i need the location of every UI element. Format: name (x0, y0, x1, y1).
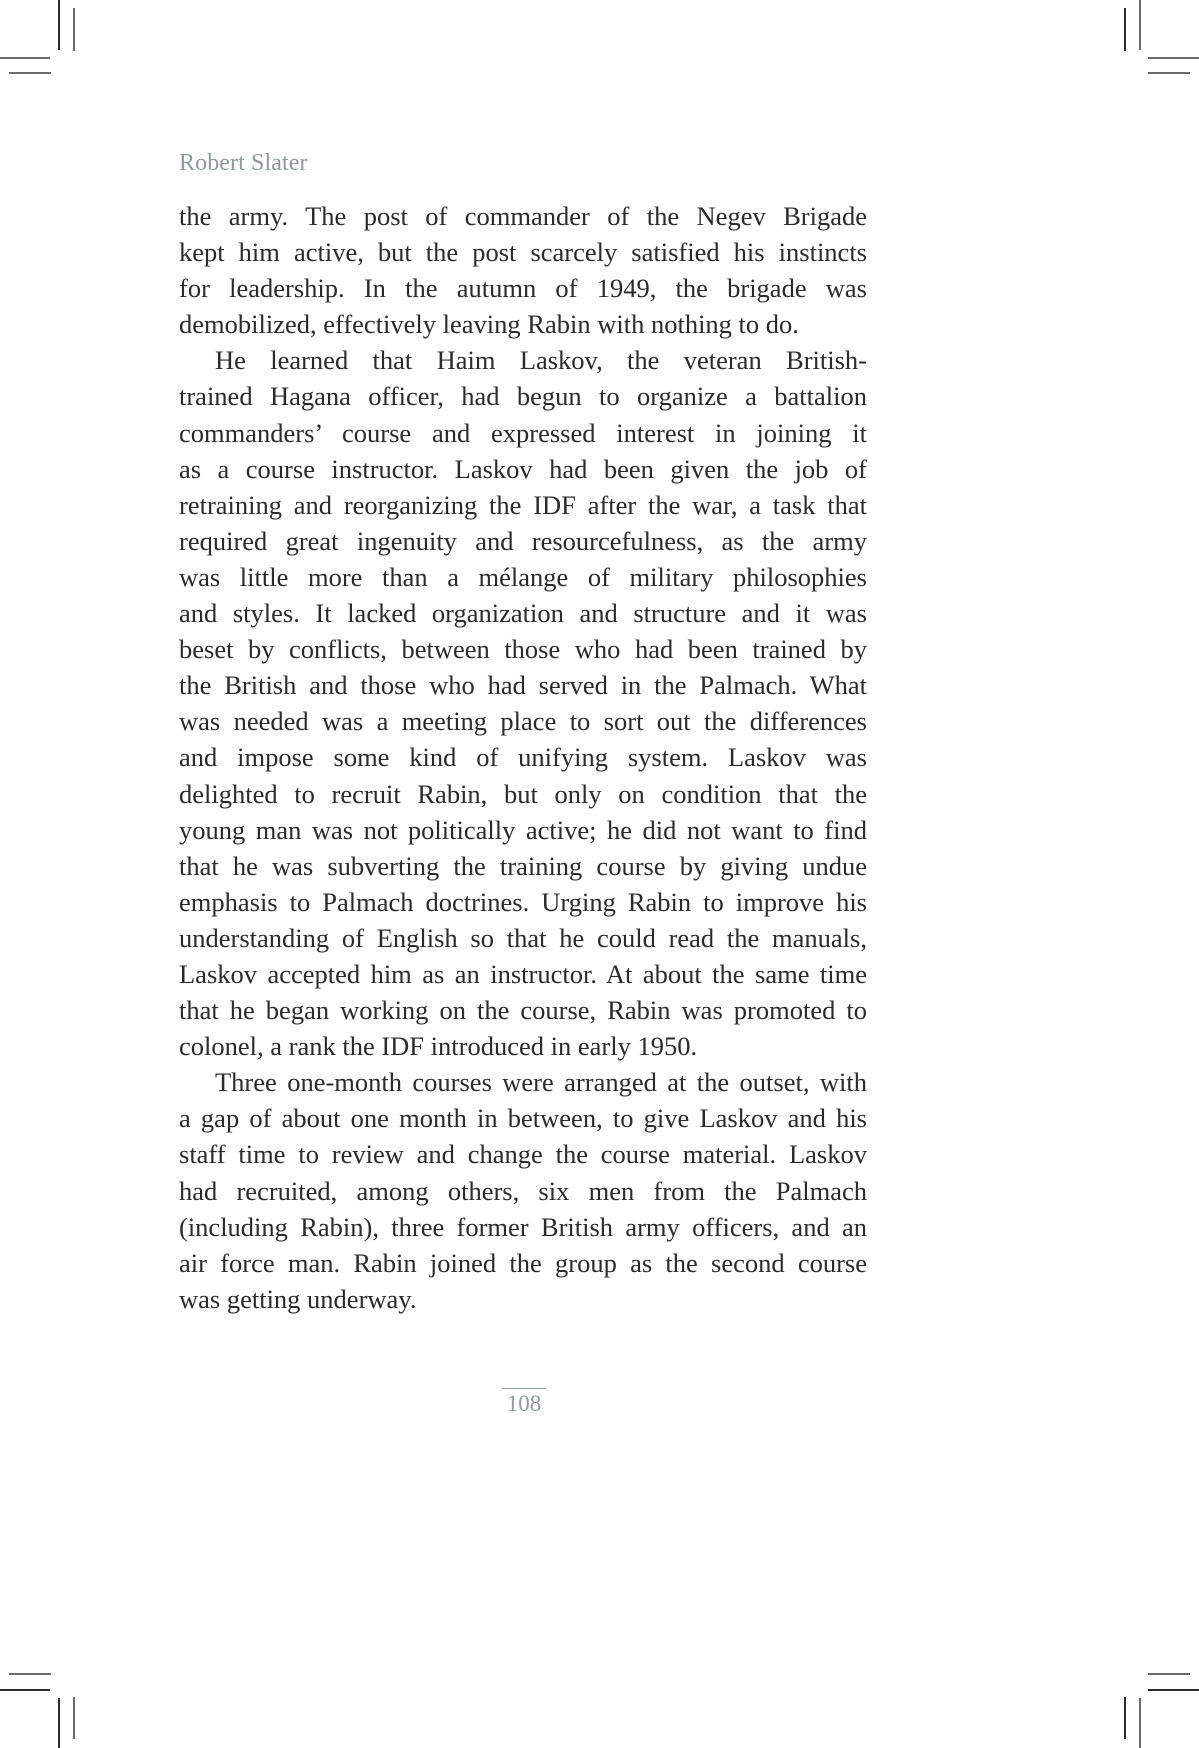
text-line: colonel, a rank the IDF introduced in early 1950. (179, 1031, 698, 1062)
text-line: the army. The post of commander of the Negev Brigade (179, 201, 867, 231)
paragraph (179, 1064, 867, 1317)
text-line: commanders’ course and expressed interest in joining it (179, 417, 867, 448)
text-line: the British and those who had served in the Palmach. What (179, 670, 867, 701)
crop-mark-bottom-right-v2 (1139, 1698, 1141, 1748)
text-line: was getting underway. (179, 1283, 417, 1314)
crop-mark-bottom-right-h1 (1148, 1673, 1190, 1675)
text-line: trained Hagana officer, had begun to organize a battalion (179, 381, 867, 412)
crop-mark-bottom-left-h1 (9, 1673, 51, 1675)
crop-mark-top-right-h1 (1148, 57, 1199, 59)
text-line: was needed was a meeting place to sort out the differences (179, 706, 867, 737)
paragraph (179, 198, 867, 342)
page-number: 108 (502, 1388, 546, 1419)
paragraph (179, 342, 867, 1064)
text-line: beset by conflicts, between those who had been trained by (179, 634, 867, 665)
text-line: delighted to recruit Rabin, but only on condition that the (179, 778, 867, 809)
text-line: demobilized, effectively leaving Rabin with nothing to do. (179, 309, 799, 340)
text-line: kept him active, but the post scarcely satisfied his instincts (179, 237, 867, 268)
text-line: had recruited, among others, six men from the Palmach (179, 1175, 867, 1206)
crop-mark-bottom-right-h2 (1148, 1689, 1199, 1691)
text-line: young man was not politically active; he did not want to find (179, 814, 867, 845)
crop-mark-top-left-v1 (58, 0, 60, 50)
text-line: that he was subverting the training course by giving undue (179, 850, 867, 881)
text-line: understanding of English so that he could read the manuals, (179, 922, 867, 953)
text-line: Laskov accepted him as an instructor. At about the same time (179, 958, 867, 989)
crop-mark-bottom-left-h2 (0, 1689, 50, 1691)
crop-mark-top-left-v2 (73, 8, 75, 51)
text-line: staff time to review and change the course material. Laskov (179, 1139, 867, 1170)
text-line: a gap of about one month in between, to give Laskov and his (179, 1103, 867, 1134)
text-line: He learned that Haim Laskov, the veteran British- (215, 345, 867, 376)
text-line: retraining and reorganizing the IDF after the war, a task that (179, 489, 867, 520)
body-text (179, 198, 867, 1317)
text-line: emphasis to Palmach doctrines. Urging Rabin to improve his (179, 886, 867, 917)
crop-mark-top-right-v1 (1124, 8, 1126, 51)
crop-mark-bottom-right-v1 (1124, 1697, 1126, 1739)
text-line: for leadership. In the autumn of 1949, the brigade was (179, 273, 867, 304)
text-line: as a course instructor. Laskov had been given the job of (179, 453, 867, 484)
crop-mark-bottom-left-v2 (73, 1697, 75, 1739)
text-line: required great ingenuity and resourcefulness, as the army (179, 525, 867, 556)
text-line: and styles. It lacked organization and structure and it was (179, 598, 867, 629)
text-line: (including Rabin), three former British army officers, and an (179, 1211, 867, 1242)
text-line: Three one-month courses were arranged at the outset, with (215, 1067, 867, 1098)
crop-mark-top-left-h1 (0, 57, 50, 59)
running-head-author: Robert Slater (179, 150, 308, 176)
crop-mark-top-left-h2 (9, 72, 51, 74)
text-line: was little more than a mélange of military philosophies (179, 561, 867, 592)
crop-mark-top-right-v2 (1139, 0, 1141, 50)
text-line: air force man. Rabin joined the group as the second course (179, 1247, 867, 1278)
crop-mark-bottom-left-v1 (58, 1698, 60, 1748)
text-line: that he began working on the course, Rabin was promoted to (179, 995, 867, 1026)
text-line: and impose some kind of unifying system. Laskov was (179, 742, 867, 773)
crop-mark-top-right-h2 (1148, 72, 1190, 74)
